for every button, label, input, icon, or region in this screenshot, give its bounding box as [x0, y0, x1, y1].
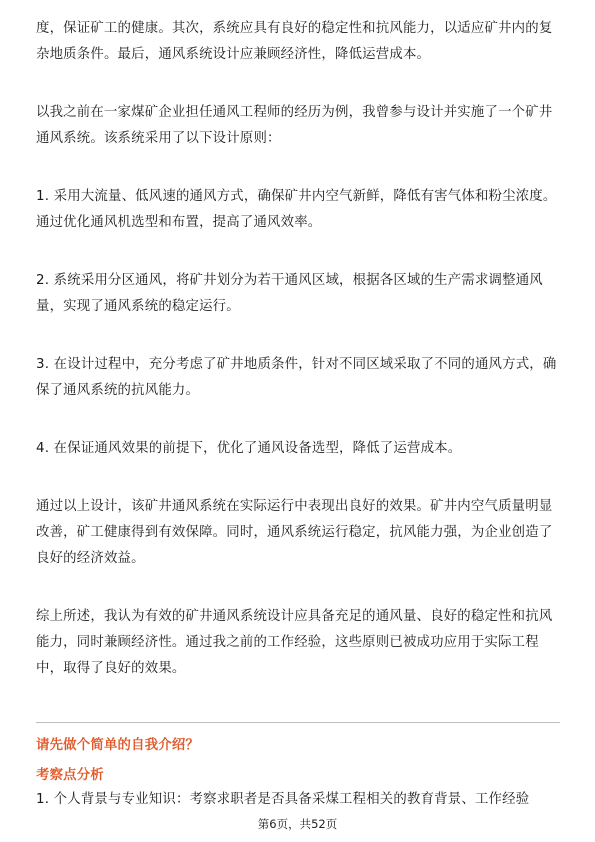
paragraph-experience: 以我之前在一家煤矿企业担任通风工程师的经历为例，我曾参与设计并实施了一个矿井通风系统。该系统采用了以下设计原则：: [36, 105, 553, 146]
section-divider: [36, 722, 560, 723]
analysis-item-1: 1. 个人背景与专业知识：考察求职者是否具备采煤工程相关的教育背景、工作经验: [36, 792, 530, 807]
document-body: [36, 16, 562, 692]
list-item-principle-1: 1. 采用大流量、低风速的通风方式，确保矿井内空气新鲜，降低有害气体和粉尘浓度。通过优化通风机选型和布置，提高了通风效率。: [36, 189, 557, 230]
list-item-principle-4: 4. 在保证通风效果的前提下，优化了通风设备选型，降低了运营成本。: [36, 441, 462, 456]
list-item-principle-2: 2. 系统采用分区通风，将矿井划分为若干通风区域，根据各区域的生产需求调整通风量，实现了通风系统的稳定运行。: [36, 273, 543, 314]
analysis-heading: 考察点分析: [36, 768, 104, 783]
paragraph-intro-continued: 度，保证矿工的健康。其次，系统应具有良好的稳定性和抗风能力，以适应矿井内的复杂地质条件。最后，通风系统设计应兼顾经济性，降低运营成本。: [36, 21, 553, 62]
paragraph-conclusion: 综上所述，我认为有效的矿井通风系统设计应具备充足的通风量、良好的稳定性和抗风能力，同时兼顾经济性。通过我之前的工作经验，这些原则已被成功应用于实际工程中，取得了良好的效果。: [36, 609, 553, 676]
list-item-principle-3: 3. 在设计过程中，充分考虑了矿井地质条件，针对不同区域采取了不同的通风方式，确保了通风系统的抗风能力。: [36, 357, 557, 398]
question-heading: 请先做个简单的自我介绍？: [36, 738, 200, 753]
page-number: 第6页，共52页: [257, 817, 338, 831]
paragraph-results: 通过以上设计，该矿井通风系统在实际运行中表现出良好的效果。矿井内空气质量明显改善，矿工健康得到有效保障。同时，通风系统运行稳定，抗风能力强，为企业创造了良好的经济效益。: [36, 499, 553, 566]
